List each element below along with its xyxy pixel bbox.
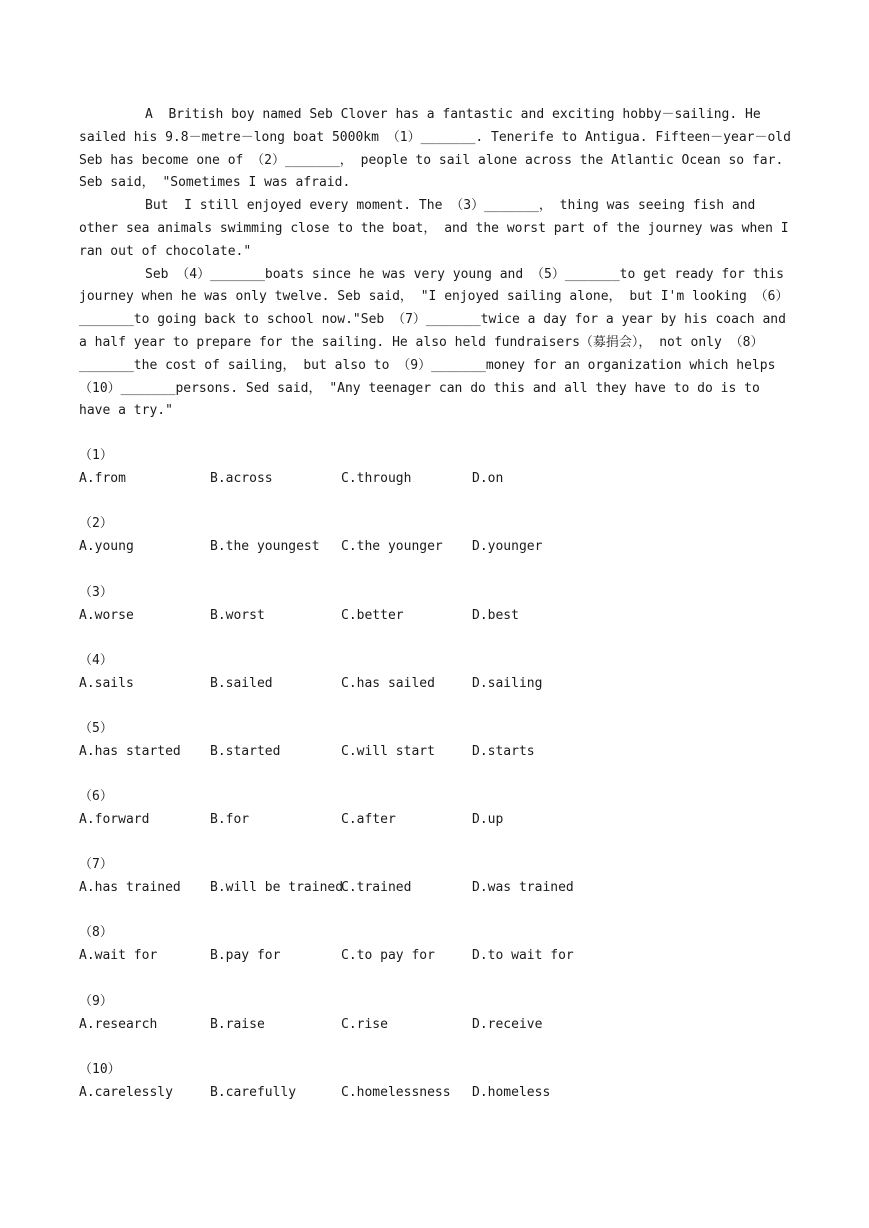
option-d: D.receive (472, 1016, 543, 1032)
option-a: A.wait for (79, 948, 158, 964)
option-c: C.the younger (341, 539, 443, 555)
option-c: C.homelessness (341, 1084, 451, 1100)
option-c: C.to pay for (341, 948, 435, 964)
option-b: B.across (210, 471, 273, 487)
option-a: A.research (79, 1016, 158, 1032)
option-a: A.from (79, 471, 126, 487)
passage-paragraph-3: Seb （4）_______boats since he was very young and （5）_______to get ready for this journey when he was only twelve. Seb said， "I enjoyed sailing alone， but I'm looking （6）_______to going back to school now."Seb （7）_______twice a day for a year by his coach and a half year to prepare for the sailing. He also held fundraisers（募捐会）， not only （8）_______the cost of sailing， but also to （9）_______money for an organization which helps （10）_______persons. Sed said， "Any teenager can do this and all they have to do is to have a try." (79, 266, 794, 419)
question-number: （3） (79, 584, 113, 600)
question-6 (79, 786, 791, 854)
option-c: C.after (341, 812, 396, 828)
option-d: D.younger (472, 539, 543, 555)
option-d: D.on (472, 471, 504, 487)
question-7 (79, 854, 791, 922)
option-d: D.up (472, 812, 504, 828)
question-10 (79, 1059, 791, 1127)
option-d: D.was trained (472, 880, 574, 896)
option-d: D.starts (472, 743, 535, 759)
option-b: B.raise (210, 1016, 265, 1032)
passage-paragraph-2: But I still enjoyed every moment. The （3）_______， thing was seeing fish and other sea animals swimming close to the boat， and the worst part of the journey was when I ran out of chocolate." (79, 198, 797, 259)
question-number: （8） (79, 925, 113, 941)
question-number: （4） (79, 652, 113, 668)
option-a: A.young (79, 539, 134, 555)
question-number: （6） (79, 789, 113, 805)
option-b: B.sailed (210, 675, 273, 691)
question-3 (79, 582, 791, 650)
question-5 (79, 718, 791, 786)
option-c: C.better (341, 607, 404, 623)
option-c: C.will start (341, 743, 435, 759)
option-a: A.has trained (79, 880, 181, 896)
option-d: D.sailing (472, 675, 543, 691)
option-b: B.pay for (210, 948, 281, 964)
option-a: A.worse (79, 607, 134, 623)
option-a: A.sails (79, 675, 134, 691)
option-c: C.through (341, 471, 412, 487)
question-2 (79, 513, 791, 581)
option-c: C.has sailed (341, 675, 435, 691)
option-b: B.worst (210, 607, 265, 623)
option-b: B.for (210, 812, 250, 828)
question-number: （9） (79, 993, 113, 1009)
option-d: D.to wait for (472, 948, 574, 964)
document-page (79, 104, 799, 1127)
question-number: （7） (79, 857, 113, 873)
reading-passage (79, 104, 799, 423)
option-d: D.best (472, 607, 519, 623)
passage-paragraph-1: A British boy named Seb Clover has a fantastic and exciting hobby－sailing. He sailed his 9.8－metre－long boat 5000km （1）_______. Tenerife to Antigua. Fifteen－year－old Seb has become one of （2）_______， people to sail alone across the Atlantic Ocean so far. Seb said， "Sometimes I was afraid. (79, 107, 799, 191)
option-c: C.trained (341, 880, 412, 896)
option-b: B.carefully (210, 1084, 297, 1100)
question-number: （5） (79, 720, 113, 736)
option-d: D.homeless (472, 1084, 551, 1100)
option-b: B.the youngest (210, 539, 320, 555)
question-1 (79, 445, 791, 513)
question-number: （10） (79, 1061, 121, 1077)
option-a: A.forward (79, 812, 150, 828)
question-8 (79, 922, 791, 990)
option-b: B.will be trained (210, 880, 344, 896)
option-a: A.has started (79, 743, 181, 759)
question-4 (79, 650, 791, 718)
option-c: C.rise (341, 1016, 388, 1032)
question-list (79, 445, 791, 1127)
question-9 (79, 991, 791, 1059)
question-number: （1） (79, 448, 113, 464)
option-b: B.started (210, 743, 281, 759)
option-a: A.carelessly (79, 1084, 173, 1100)
question-number: （2） (79, 516, 113, 532)
